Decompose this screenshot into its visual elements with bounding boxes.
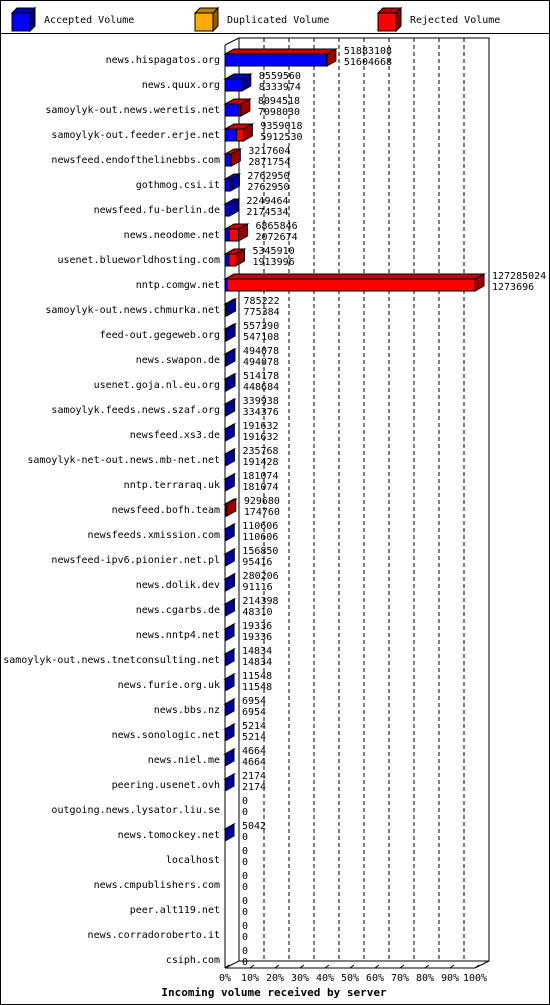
bar-accepted [225,179,230,191]
bar-value-accepted: 0 [242,957,249,968]
y-tick-label: news.cgarbs.de [135,605,220,616]
y-tick-label: newsfeed.endofthelinebbs.com [51,155,220,166]
bar-value-total: 8559560 [258,71,301,82]
bar-value-total: 0 [242,796,249,807]
x-tick-label: 10% [240,973,260,984]
y-tick-label: newsfeed-ipv6.pionier.net.pl [51,555,220,566]
y-tick-label: csiph.com [165,955,220,966]
bar-value-accepted: 2174534 [246,207,289,218]
bar-value-total: 6954 [242,696,267,707]
bar-side-face [225,699,234,716]
bar-value-total: 127285024 [492,271,547,282]
x-tick-label: 50% [340,973,360,984]
bar-accepted [225,229,229,241]
y-tick-label: localhost [165,855,220,866]
x-tick-label: 30% [290,973,310,984]
y-tick-label: usenet.blueworldhosting.com [57,255,220,266]
x-tick-label: 70% [390,973,410,984]
y-tick-label: news.hispagatos.org [105,55,220,66]
legend-swatch [195,13,213,31]
bar-value-total: 3217604 [248,146,291,157]
bar-value-accepted: 191428 [242,457,279,468]
y-tick-label: news.furie.org.uk [117,680,220,691]
bar-value-total: 235768 [242,446,279,457]
y-tick-label: nntp.comgw.net [135,280,220,291]
bar-value-accepted: 95416 [242,557,273,568]
y-tick-label: gothmog.csi.it [135,180,220,191]
y-tick-label: newsfeed.bofh.team [111,505,220,516]
bar-value-total: 181074 [242,471,279,482]
bar-side-face [225,624,234,641]
legend-swatch [12,13,30,31]
bar-side-face [225,674,234,691]
legend-label: Accepted Volume [44,15,135,26]
bar-value-accepted: 0 [242,932,249,943]
bar-value-total: 2762950 [247,171,290,182]
bar-value-accepted: 0 [242,882,249,893]
bar-value-accepted: 51604668 [343,57,393,68]
bar-value-total: 5214 [242,721,267,732]
bar-value-accepted: 181074 [242,482,279,493]
bar-value-accepted: 48310 [242,607,273,618]
bar-value-accepted: 494078 [242,357,280,368]
bar-value-accepted: 2174 [242,782,267,793]
bar-side-face [225,824,234,841]
y-tick-label: nntp.terraraq.uk [123,480,220,491]
bar-accepted [225,104,239,116]
bar-side-face [226,349,235,366]
y-tick-label: news.nntp4.net [135,630,220,641]
y-tick-label: news.dolik.dev [135,580,220,591]
bar-value-accepted: 110606 [242,532,279,543]
bar-value-accepted: 11548 [242,682,273,693]
bar-value-accepted: 2762950 [247,182,290,193]
bar-rejected [237,129,244,141]
y-tick-label: samoylyk-out.news.weretis.net [45,105,220,116]
bar-value-total: 6865846 [255,221,298,232]
bar-value-accepted: 14834 [242,657,273,668]
bar-value-accepted: 7098030 [257,107,301,118]
bar-top-face [225,274,484,279]
bar-value-total: 19336 [242,621,273,632]
bar-side-face [226,399,235,416]
y-tick-label: news.sonologic.net [111,730,220,741]
bar-accepted [225,129,237,141]
y-tick-label: news.neodome.net [123,230,220,241]
bar-value-accepted: 1913996 [252,257,295,268]
x-tick-label: 0% [218,973,232,984]
bar-value-total: 110606 [242,521,279,532]
bar-value-total: 280206 [242,571,279,582]
bar-value-accepted: 8333974 [258,82,301,93]
bar-value-accepted: 174760 [243,507,280,518]
bar-value-total: 0 [242,946,249,957]
bar-value-total: 5042 [242,821,267,832]
bar-side-face [226,374,235,391]
bar-value-total: 2249464 [246,196,289,207]
legend-label: Duplicated Volume [227,15,330,26]
bar-value-total: 51883108 [343,46,393,57]
bar-value-accepted: 448684 [243,382,280,393]
bar-accepted [225,54,326,66]
y-tick-label: news.swapon.de [135,355,220,366]
bar-value-accepted: 2072674 [255,232,298,243]
bar-accepted [225,254,229,266]
bar-value-total: 8094518 [257,96,301,107]
legend-swatch [378,13,396,31]
bar-value-accepted: 6954 [242,707,267,718]
y-tick-label: news.tomockey.net [117,830,220,841]
bar-value-total: 0 [242,896,249,907]
x-tick-label: 90% [440,973,460,984]
bar-value-total: 9359018 [260,121,303,132]
y-tick-label: samoylyk-out.feeder.erje.net [51,130,220,141]
bar-value-accepted: 775384 [243,307,280,318]
bar-value-total: 557390 [243,321,280,332]
plot-top-edge [225,38,239,45]
bar-value-accepted: 191632 [242,432,279,443]
bar-value-total: 514178 [243,371,280,382]
bar-side-face [225,524,234,541]
y-tick-label: outgoing.news.lysator.liu.se [51,805,220,816]
bar-value-accepted: 0 [242,807,249,818]
bar-top-face [225,49,336,54]
bar-side-face [225,424,234,441]
bar-value-accepted: 4664 [242,757,267,768]
bar-value-accepted: 2871754 [248,157,291,168]
bar-value-accepted: 91116 [242,582,273,593]
bar-value-total: 785222 [243,296,280,307]
bar-value-accepted: 5912530 [260,132,303,143]
bar-value-total: 5345910 [252,246,295,257]
bar-value-total: 0 [242,921,249,932]
bar-value-accepted: 0 [242,907,249,918]
y-tick-label: usenet.goja.nl.eu.org [93,380,220,391]
bar-side-face [225,449,234,466]
bar-value-total: 0 [242,846,249,857]
bar-value-accepted: 1273696 [492,282,535,293]
bar-value-accepted: 0 [242,857,249,868]
bar-side-face [227,499,236,516]
y-tick-label: newsfeed.xs3.de [129,430,220,441]
legend-label: Rejected Volume [410,15,501,26]
y-tick-label: news.cmpublishers.com [93,880,220,891]
bar-rejected [229,254,236,266]
bar-value-total: 191632 [242,421,279,432]
bar-value-accepted: 334376 [242,407,279,418]
y-tick-label: news.niel.me [147,755,220,766]
bar-value-total: 929680 [243,496,280,507]
bar-value-total: 2174 [242,771,267,782]
bar-side-face [225,724,234,741]
bar-side-face [225,749,234,766]
x-tick-label: 80% [415,973,435,984]
bar-side-face [225,474,234,491]
bar-value-total: 214398 [242,596,279,607]
bar-side-face [225,649,234,666]
bar-value-total: 339938 [242,396,279,407]
bar-side-face [227,299,236,316]
x-axis-label: Incoming volume received by server [161,986,387,999]
y-tick-label: newsfeeds.xmission.com [87,530,220,541]
y-tick-label: newsfeed.fu-berlin.de [93,205,220,216]
bar-rejected [229,229,238,241]
x-tick-label: 40% [315,973,335,984]
bar-accepted [225,204,229,216]
bar-value-accepted: 547108 [243,332,280,343]
bar-value-total: 0 [242,871,249,882]
x-tick-label: 100% [462,973,488,984]
y-tick-label: peering.usenet.ovh [111,780,220,791]
y-tick-label: samoylyk.feeds.news.szaf.org [51,405,220,416]
bar-value-accepted: 5214 [242,732,267,743]
bar-value-total: 11548 [242,671,273,682]
y-tick-label: feed-out.gegeweb.org [99,330,220,341]
bar-side-face [226,574,235,591]
y-tick-label: samoylyk-out.news.tnetconsulting.net [3,655,220,666]
bar-side-face [225,549,234,566]
bar-rejected [228,279,475,291]
bar-accepted [225,154,231,166]
y-tick-label: samoylyk-out.news.chmurka.net [45,305,220,316]
y-tick-label: news.bbs.nz [153,705,220,716]
x-tick-label: 60% [365,973,385,984]
bar-value-total: 14834 [242,646,273,657]
y-tick-label: peer.alt119.net [129,905,220,916]
plot-floor [225,961,489,968]
y-tick-label: samoylyk-net-out.news.mb-net.net [27,455,220,466]
bar-value-total: 494078 [242,346,280,357]
bar-value-total: 4664 [242,746,267,757]
bar-value-total: 156850 [242,546,279,557]
y-tick-label: news.corradoroberto.it [87,930,220,941]
bar-value-accepted: 0 [242,832,249,843]
bar-value-accepted: 19336 [242,632,273,643]
y-tick-label: news.quux.org [141,80,220,91]
x-tick-label: 20% [265,973,285,984]
bar-accepted [225,79,241,91]
bar-side-face [225,599,234,616]
bar-side-face [226,324,235,341]
bar-side-face [225,774,234,791]
